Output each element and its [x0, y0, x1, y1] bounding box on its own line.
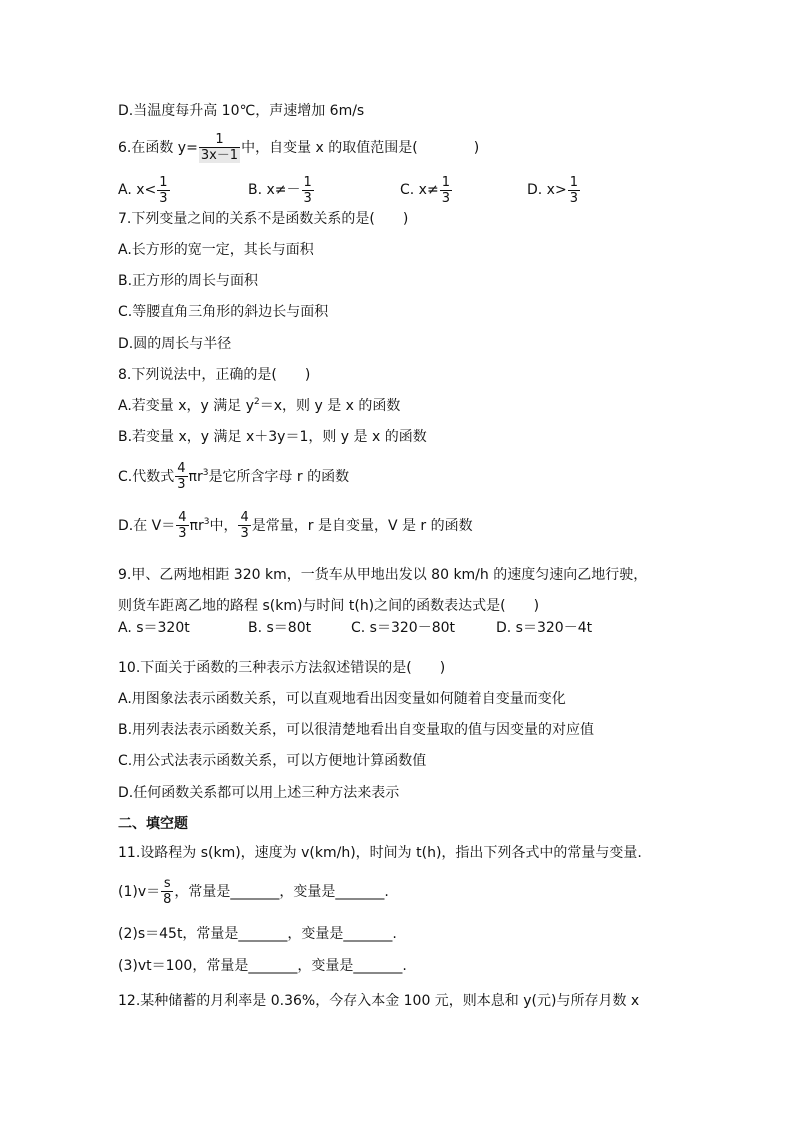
- question-7-option-c: C.等腰直角三角形的斜边长与面积: [118, 304, 329, 320]
- question-10: 10.下面关于函数的三种表示方法叙述错误的是( ): [118, 660, 446, 676]
- fraction: $\frac{4}{3}$: [240, 510, 249, 541]
- fraction: $\frac{4}{3}$: [178, 510, 187, 541]
- fraction: $\frac{4}{3}$: [177, 461, 186, 492]
- option-a: A. s＝320t: [118, 620, 190, 636]
- question-10-option-c: C.用公式法表示函数关系，可以方便地计算函数值: [118, 753, 427, 769]
- option-b: B. s＝80t: [248, 620, 312, 636]
- question-10-option-d: D.任何函数关系都可以用上述三种方法来表示: [118, 785, 400, 801]
- question-6: 6.在函数 y= $\frac{1}{3x-1}$ 中，自变量 x 的取值范围是( ): [118, 132, 480, 163]
- question-10-option-a: A.用图象法表示函数关系，可以直观地看出因变量如何随着自变量而变化: [118, 691, 566, 707]
- option-d-temperature: D.当温度每升高 10℃，声速增加 6m/s: [118, 103, 365, 119]
- option-b: B. x≠－ $\frac{1}{3}$: [248, 174, 312, 206]
- question-7-option-d: D.圆的周长与半径: [118, 336, 232, 352]
- question-11-part-2: (2)s＝45t，常量是_______，变量是_______.: [118, 926, 397, 942]
- question-11-part-3: (3)vt＝100，常量是_______，变量是_______.: [118, 958, 407, 974]
- question-6-options: [118, 172, 718, 208]
- question-11: 11.设路程为 s(km)，速度为 v(km/h)，时间为 t(h)，指出下列各式中的常量与变量.: [118, 845, 642, 861]
- option-a: A. x< $\frac{1}{3}$: [118, 174, 168, 206]
- question-8-option-b: B.若变量 x，y 满足 x＋3y＝1，则 y 是 x 的函数: [118, 429, 427, 445]
- fraction: $\frac{1}{3}$: [303, 174, 312, 206]
- question-7-option-a: A.长方形的宽一定，其长与面积: [118, 242, 314, 258]
- question-12: 12.某种储蓄的月利率是 0.36%，今存入本金 100 元，则本息和 y(元)与所存月数 x: [118, 993, 640, 1009]
- question-9-line-1: 9.甲、乙两地相距 320 km，一货车从甲地出发以 80 km/h 的速度匀速向乙地行驶，: [118, 567, 648, 583]
- question-8-option-c: C.代数式 $\frac{4}{3}$ πr $^3$ 是它所含字母 r 的函数: [118, 461, 350, 492]
- option-d: D. s＝320－4t: [496, 620, 593, 636]
- question-7-option-b: B.正方形的周长与面积: [118, 273, 259, 289]
- question-7: 7.下列变量之间的关系不是函数关系的是( ): [118, 211, 409, 227]
- fraction: $\frac{1}{3}$: [441, 174, 450, 206]
- option-c: C. x≠ $\frac{1}{3}$: [400, 174, 450, 206]
- option-c: C. s＝320－80t: [351, 620, 455, 636]
- option-d: D. x> $\frac{1}{3}$: [527, 174, 578, 206]
- question-9-line-2: 则货车距离乙地的路程 s(km)与时间 t(h)之间的函数表达式是( ): [118, 598, 540, 614]
- question-8-option-d: D.在 V＝ $\frac{4}{3}$ πr $^3$ 中， $\frac{4}{3}$ 是常量，r 是自变量，V 是 r 的函数: [118, 510, 473, 541]
- question-8-option-a: A.若变量 x，y 满足 y $^2$ ＝x，则 y 是 x 的函数: [118, 397, 401, 414]
- section-heading: 二、填空题: [118, 816, 188, 832]
- question-10-option-b: B.用列表法表示函数关系，可以很清楚地看出自变量取的值与因变量的对应值: [118, 722, 595, 738]
- fraction: $\frac{s}{8}$: [163, 876, 172, 907]
- fraction: $\frac{1}{3x-1}$: [200, 132, 239, 163]
- fraction: $\frac{1}{3}$: [159, 174, 168, 206]
- question-8: 8.下列说法中，正确的是( ): [118, 367, 311, 383]
- fraction: $\frac{1}{3}$: [569, 174, 578, 206]
- question-11-part-1: (1)v＝ $\frac{s}{8}$ ，常量是_______，变量是_______.: [118, 876, 389, 907]
